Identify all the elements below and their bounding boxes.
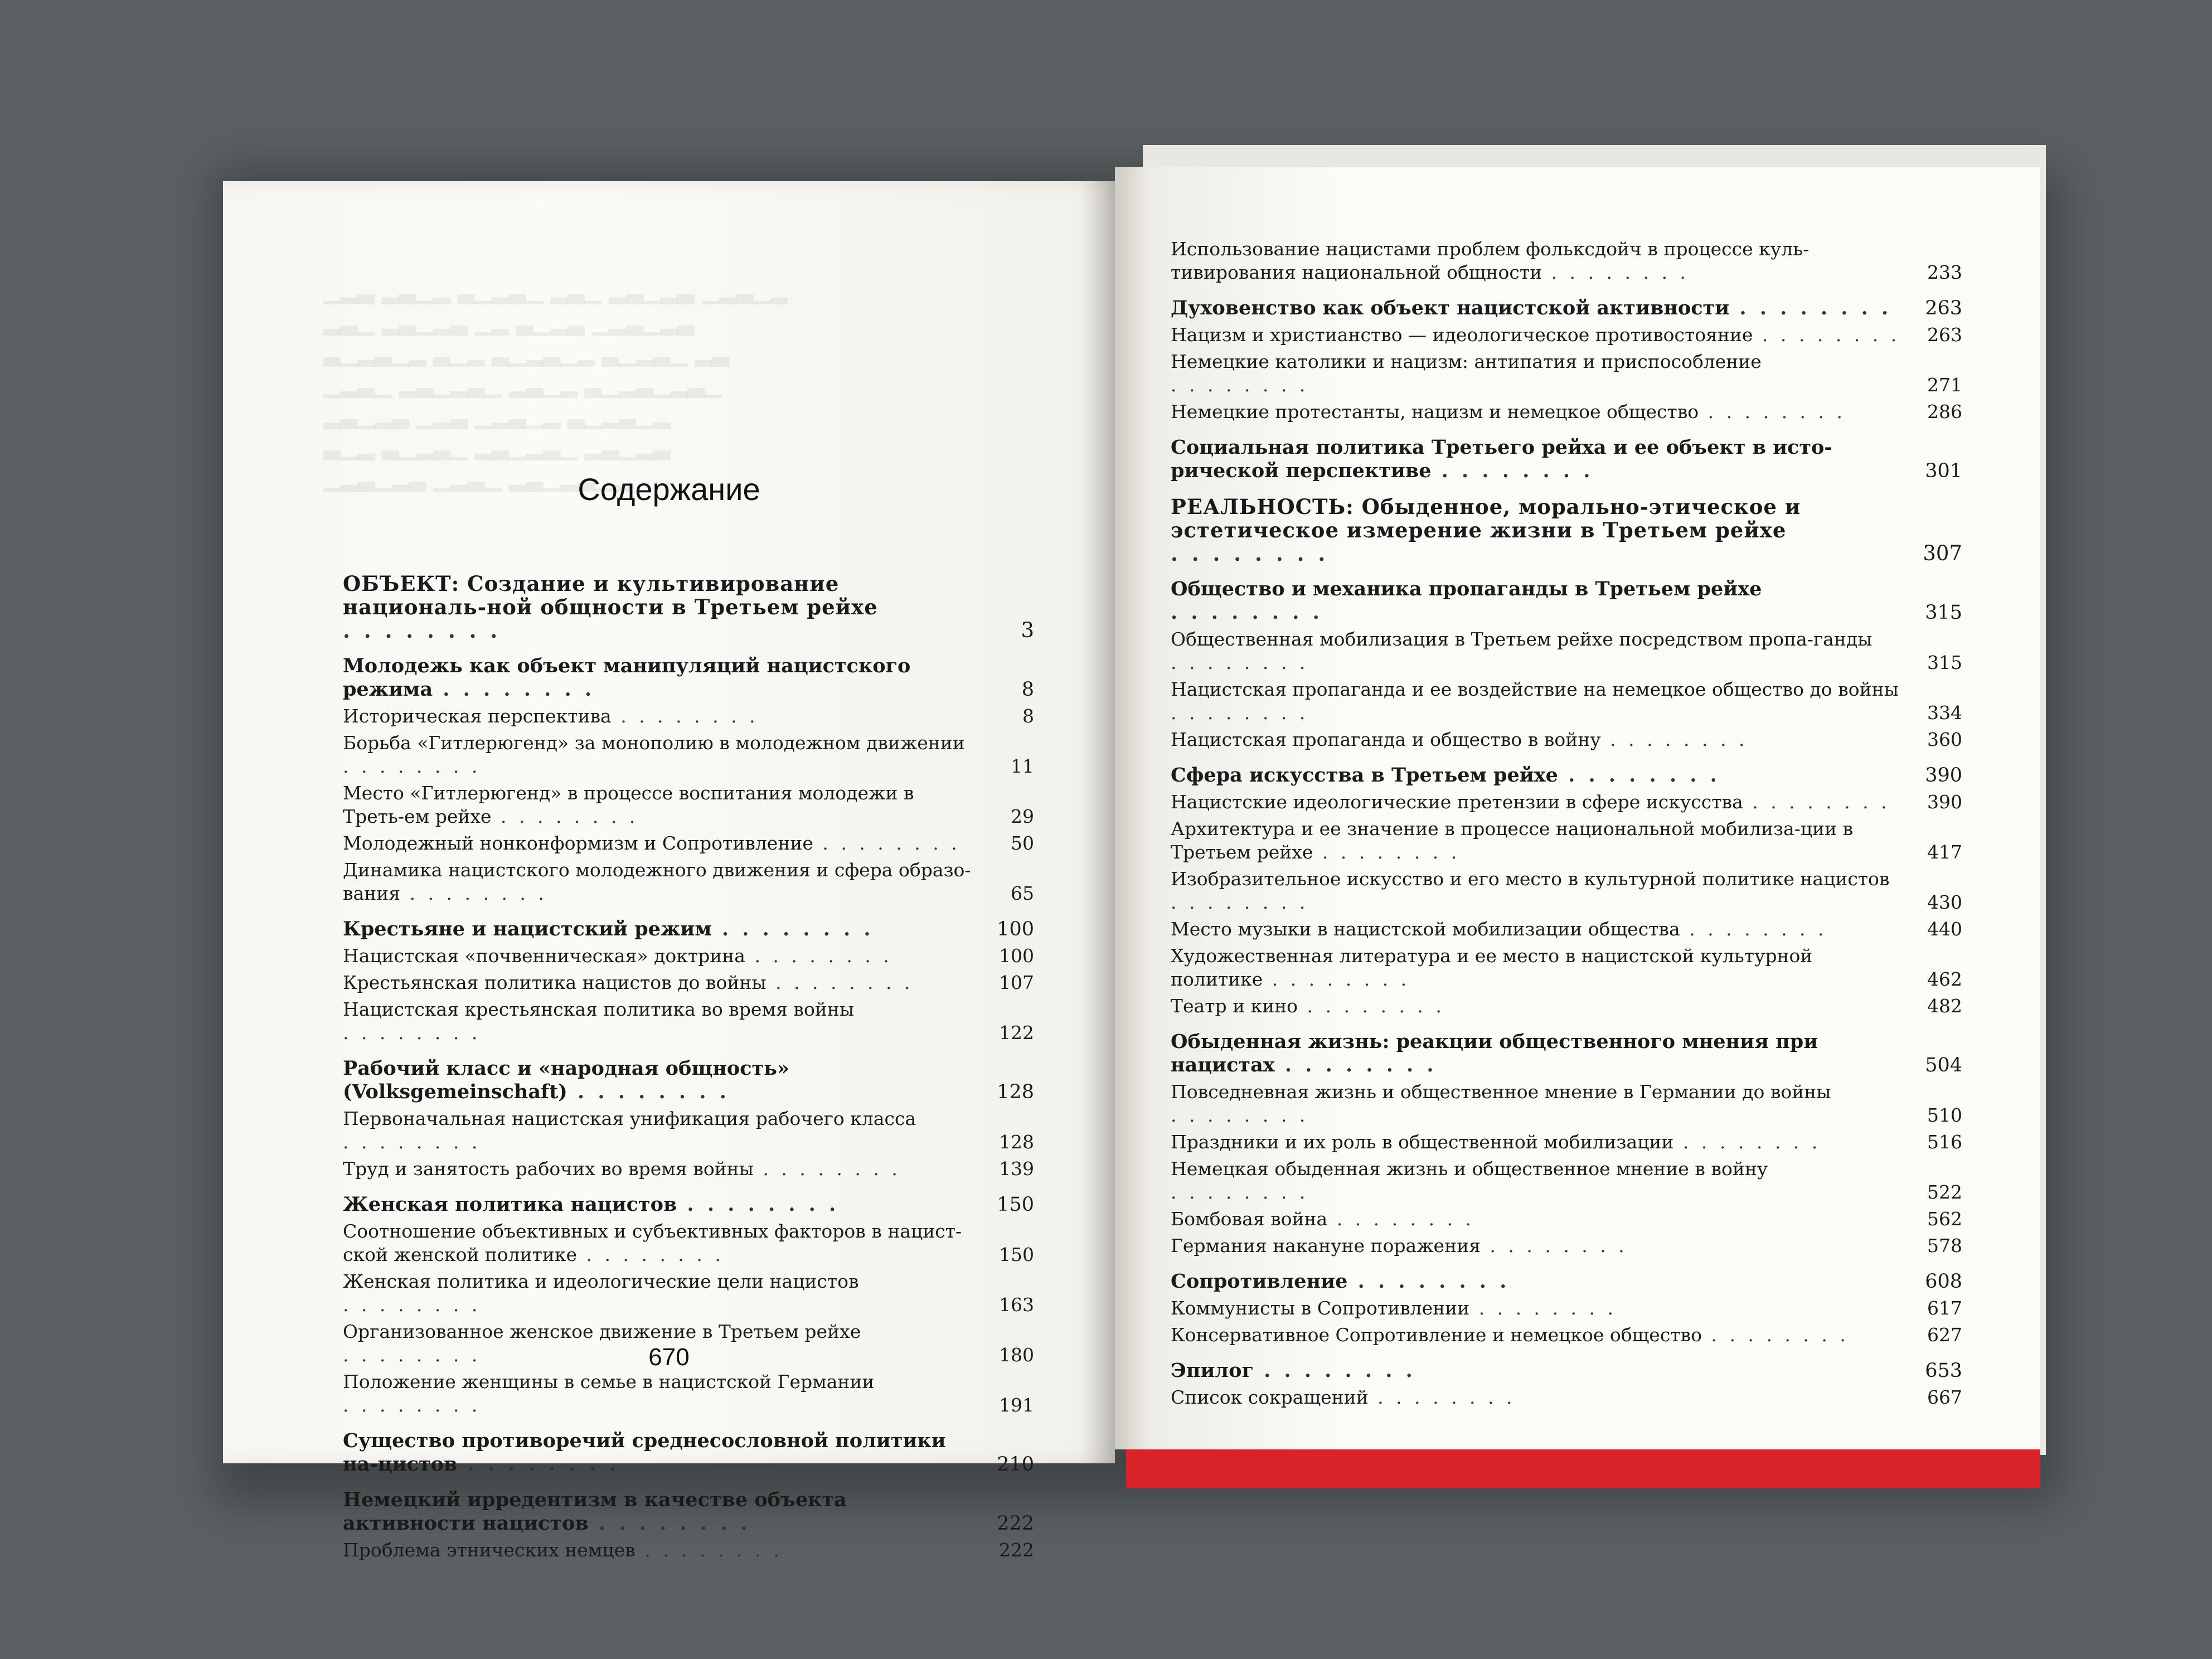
toc-entry-page: 8 (1021, 678, 1034, 701)
toc-entry-page: 653 (1925, 1360, 1962, 1382)
toc-entry-page: 150 (997, 1194, 1034, 1216)
leader-dots: . . . . . . . . (1368, 1386, 1516, 1408)
toc-entry-page: 150 (999, 1244, 1034, 1265)
toc-entry-page: 163 (999, 1294, 1034, 1316)
toc-entry-page: 390 (1927, 791, 1962, 813)
leader-dots: . . . . . . . . (343, 1394, 481, 1416)
toc-entry-page: 128 (999, 1131, 1034, 1153)
toc-entry-title: Праздники и их роль в общественной мобилизации (1171, 1131, 1674, 1153)
leader-dots: . . . . . . . . (766, 972, 914, 993)
left-page (223, 181, 1115, 1561)
toc-entry-title: Молодежный нонконформизм и Сопротивление (343, 832, 813, 854)
toc-entry-title: ОБЪЕКТ: Создание и культивирование националь-ной общности в Третьем рейхе (343, 571, 878, 619)
toc-entry (1171, 678, 1962, 725)
toc-entry (343, 1429, 1034, 1476)
toc-entry (1171, 436, 1962, 483)
toc-entry-page: 430 (1927, 891, 1962, 913)
toc-entry-title: Борьба «Гитлерюгенд» за монополию в молодежном движении (343, 732, 965, 754)
toc-entry (1171, 237, 1962, 284)
toc-entry-title: Существо противоречий среднесословной политики на-цистов (343, 1429, 946, 1476)
toc-entry (1171, 1359, 1962, 1382)
toc-entry-page: 122 (999, 1022, 1034, 1044)
toc-entry (343, 944, 1034, 968)
toc-entry-title: Место «Гитлерюгенд» в процессе воспитания молодежи в Треть-ем рейхе (343, 782, 914, 827)
leader-dots: . . . . . . . . (1729, 297, 1892, 319)
toc-entry-page: 482 (1927, 995, 1962, 1017)
toc-entry-title: Германия накануне поражения (1171, 1235, 1481, 1257)
toc-entry-page: 139 (999, 1158, 1034, 1180)
toc-entry-page: 440 (1927, 918, 1962, 940)
toc-entry-page: 100 (997, 918, 1034, 940)
leader-dots: . . . . . . . . (813, 832, 961, 854)
toc-entry-title: Коммунисты в Сопротивлении (1171, 1297, 1470, 1319)
toc-entry-page: 233 (1927, 261, 1962, 283)
toc-entry-page: 307 (1923, 541, 1962, 565)
toc-entry-title: Сопротивление (1171, 1270, 1348, 1293)
toc-entry (343, 1370, 1034, 1417)
toc-entry-title: Консервативное Сопротивление и немецкое общество (1171, 1324, 1702, 1346)
toc-entry (1171, 1131, 1962, 1154)
toc-entry-title: Архитектура и ее значение в процессе национальной мобилиза-ции в Третьем рейхе (1171, 818, 1854, 863)
toc-entry-title: Нацистская пропаганда и общество в войну (1171, 729, 1601, 750)
toc-entry (343, 1488, 1034, 1535)
leader-dots: . . . . . . . . (1673, 1131, 1821, 1153)
page-number: 670 (648, 1343, 690, 1371)
toc-entry-title: Рабочий класс и «народная общность» (Volksgemeinschaft) (343, 1057, 789, 1103)
toc-entry-page: 562 (1927, 1208, 1962, 1230)
toc-entry-title: Молодежь как объект манипуляций нацистского режима (343, 654, 911, 701)
toc-entry-page: 29 (1011, 806, 1034, 827)
leader-dots: . . . . . . . . (1171, 1181, 1309, 1203)
toc-entry (1171, 297, 1962, 320)
toc-entry-title: Труд и занятость рабочих во время войны (343, 1158, 754, 1180)
leader-dots: . . . . . . . . (1171, 702, 1309, 724)
toc-entry (343, 1107, 1034, 1154)
toc-entry (343, 705, 1034, 728)
toc-entry-page: 222 (997, 1512, 1034, 1535)
toc-entry-title: Организованное женское движение в Третьем рейхе (343, 1321, 861, 1342)
toc-entry (1171, 495, 1962, 565)
toc-entry (1171, 1386, 1962, 1409)
toc-entry-page: 128 (997, 1081, 1034, 1103)
toc-entry (343, 858, 1034, 905)
leader-dots: . . . . . . . . (1327, 1208, 1475, 1230)
leader-dots: . . . . . . . . (753, 1158, 901, 1180)
toc-entry (1171, 918, 1962, 941)
leader-dots: . . . . . . . . (1558, 764, 1720, 787)
toc-entry-title: Первоначальная нацистская унификация рабочего класса (343, 1108, 916, 1129)
toc-entry (1171, 944, 1962, 991)
toc-entry-title: Список сокращений (1171, 1386, 1369, 1408)
toc-entry (1171, 1030, 1962, 1077)
toc-entry-title: Женская политика и идеологические цели нацистов (343, 1270, 859, 1292)
toc-entry-page: 627 (1927, 1324, 1962, 1346)
toc-entry (1171, 1297, 1962, 1320)
leader-dots: . . . . . . . . (343, 1022, 481, 1044)
toc-entry (343, 654, 1034, 701)
leader-dots: . . . . . . . . (1600, 729, 1748, 750)
leader-dots: . . . . . . . . (457, 1453, 620, 1476)
toc-entry-title: Общественная мобилизация в Третьем рейхе посредством пропа-ганды (1171, 628, 1873, 650)
toc-entry-title: Нацистские идеологические претензии в сфере искусства (1171, 791, 1743, 813)
leader-dots: . . . . . . . . (1171, 891, 1309, 913)
toc-entry-page: 578 (1927, 1235, 1962, 1257)
toc-entry-page: 462 (1927, 968, 1962, 990)
leader-dots: . . . . . . . . (343, 618, 501, 643)
toc-entry-page: 11 (1011, 755, 1034, 777)
toc-entry (1171, 817, 1962, 864)
toc-entry-title: Женская политика нацистов (343, 1193, 677, 1216)
toc-entry-page: 8 (1022, 705, 1034, 727)
leader-dots: . . . . . . . . (1480, 1235, 1628, 1257)
leader-dots: . . . . . . . . (567, 1080, 730, 1103)
leader-dots: . . . . . . . . (1263, 968, 1410, 990)
toc-entry-page: 65 (1011, 882, 1034, 904)
leader-dots: . . . . . . . . (711, 918, 874, 940)
toc-entry (1171, 867, 1962, 914)
leader-dots: . . . . . . . . (611, 705, 759, 727)
toc-entry-title: Проблема этнических немцев (343, 1539, 636, 1561)
toc-entry-page: 360 (1927, 729, 1962, 750)
leader-dots: . . . . . . . . (1469, 1297, 1617, 1319)
leader-dots: . . . . . . . . (1171, 541, 1329, 566)
toc-entry (1171, 350, 1962, 397)
toc-entry-page: 100 (999, 945, 1034, 967)
toc-entry-page: 315 (1927, 652, 1962, 673)
toc-entry-page: 271 (1927, 374, 1962, 396)
toc-entry (343, 1057, 1034, 1104)
leader-dots: . . . . . . . . (1274, 1054, 1437, 1076)
toc-entry (343, 731, 1034, 778)
toc-entry (1171, 628, 1962, 675)
leader-dots: . . . . . . . . (1542, 261, 1689, 283)
toc-entry-title: Театр и кино (1171, 995, 1298, 1017)
toc-entry-page: 263 (1925, 297, 1962, 319)
leader-dots: . . . . . . . . (677, 1193, 840, 1216)
toc-entry (1171, 323, 1962, 347)
toc-entry-page: 210 (997, 1453, 1034, 1476)
toc-entry-page: 516 (1927, 1131, 1962, 1153)
toc-entry (343, 832, 1034, 855)
toc-entry (1171, 578, 1962, 624)
leader-dots: . . . . . . . . (400, 882, 547, 904)
toc-entry (343, 1193, 1034, 1216)
toc-entry-title: Немецкие католики и нацизм: антипатия и приспособление (1171, 351, 1762, 372)
toc-entry (1171, 1207, 1962, 1231)
toc-entry (343, 918, 1034, 941)
toc-entry-page: 50 (1011, 832, 1034, 854)
toc-entry (343, 1539, 1034, 1562)
toc-entry-page: 510 (1927, 1104, 1962, 1126)
leader-dots: . . . . . . . . (577, 1244, 724, 1265)
leader-dots: . . . . . . . . (433, 678, 595, 701)
leader-dots: . . . . . . . . (1753, 324, 1900, 346)
toc-entry-page: 504 (1925, 1054, 1962, 1076)
show-through-text: ▁▂▃ ▂▃▁▂ ▃▁▂▃▁ ▂▃▁ ▂▃▁▂▃ ▁▂▃▁▂ ▂▃▁ ▂▃▁▂▃ ▁▂ ▃▁▂▃ ▁▂▃▁▂▃ ▃▁▂▃▁▂ ▃▁▂ ▃▁▂▃▁▂ ▃▁▂▃▁ ▂▃ ▁▂▃▁ ▂▃▁▂▃▁ ▂▃▁▂ ▃▁▂▃▁▂▃▁ ▂▃▁▂▃ ▁▂▃ ▁▂▃▁▂ ▃▁▂▃▁▂ ▃▁▂ ▃▁▂▃▁ ▂▃▁▂▃▁ ▂▃▁▂▃ ▁▂▃▁▂▃ ▁▂▃▁ ▂▃▁▂▃▁▂ (323, 279, 788, 492)
toc-entry-page: 3 (1021, 618, 1034, 642)
toc-entry-page: 315 (1925, 601, 1962, 624)
toc-entry-page: 522 (1927, 1181, 1962, 1203)
toc-entry (1171, 1234, 1962, 1258)
leader-dots: . . . . . . . . (1171, 1104, 1309, 1126)
toc-entry-title: Художественная литература и ее место в нацистской культурной политике (1171, 945, 1813, 990)
leader-dots: . . . . . . . . (343, 1131, 481, 1153)
toc-entry (343, 1220, 1034, 1267)
toc-entry-title: Немецкий ирредентизм в качестве объекта активности нацистов (343, 1488, 847, 1535)
toc-entry-title: Место музыки в нацистской мобилизации общества (1171, 918, 1680, 940)
toc-entry (1171, 1270, 1962, 1293)
toc-entry (1171, 1080, 1962, 1127)
toc-entry-page: 334 (1927, 702, 1962, 724)
leader-dots: . . . . . . . . (491, 806, 639, 827)
leader-dots: . . . . . . . . (1431, 459, 1594, 482)
toc-entry-title: Повседневная жизнь и общественное мнение в Германии до войны (1171, 1081, 1831, 1103)
leader-dots: . . . . . . . . (1699, 401, 1846, 423)
toc-list-right (1171, 234, 1962, 1409)
toc-entry-page: 617 (1927, 1297, 1962, 1319)
toc-entry (1171, 400, 1962, 424)
toc-entry-title: Духовенство как объект нацистской активности (1171, 297, 1730, 319)
toc-entry (1171, 1157, 1962, 1204)
toc-entry-title: Нацизм и христианство — идеологическое противостояние (1171, 324, 1753, 346)
toc-entry-title: Обыденная жизнь: реакции общественного мнения при нацистах (1171, 1030, 1818, 1076)
leader-dots: . . . . . . . . (1313, 841, 1461, 863)
leader-dots: . . . . . . . . (343, 1344, 481, 1366)
leader-dots: . . . . . . . . (1171, 374, 1309, 396)
toc-entry-title: РЕАЛЬНОСТЬ: Обыденное, морально-этическое и эстетическое измерение жизни в Третьем рейхе (1171, 494, 1801, 542)
leader-dots: . . . . . . . . (1743, 791, 1890, 813)
toc-entry-page: 390 (1925, 764, 1962, 787)
toc-entry-page: 301 (1925, 460, 1962, 482)
toc-entry-title: Положение женщины в семье в нацистской Германии (343, 1371, 875, 1393)
leader-dots: . . . . . . . . (635, 1539, 783, 1561)
toc-entry-title: Нацистская крестьянская политика во время войны (343, 998, 855, 1020)
toc-entry (343, 1157, 1034, 1181)
toc-entry (343, 998, 1034, 1045)
right-page (1115, 167, 2040, 1449)
leader-dots: . . . . . . . . (1298, 995, 1445, 1017)
leader-dots: . . . . . . . . (1680, 918, 1827, 940)
toc-entry-title: Нацистская пропаганда и ее воздействие на немецкое общество до войны (1171, 678, 1899, 700)
toc-entry-page: 222 (999, 1539, 1034, 1561)
toc-entry-title: Эпилог (1171, 1359, 1254, 1382)
toc-entry (343, 971, 1034, 995)
toc-entry (1171, 764, 1962, 787)
toc-entry-title: Бомбовая война (1171, 1208, 1328, 1230)
toc-entry-page: 191 (999, 1394, 1034, 1416)
toc-entry (343, 782, 1034, 828)
leader-dots: . . . . . . . . (1702, 1324, 1849, 1346)
leader-dots: . . . . . . . . (1253, 1359, 1416, 1382)
toc-entry-title: Немецкая обыденная жизнь и общественное мнение в войну (1171, 1158, 1768, 1180)
toc-entry-title: Соотношение объективных и субъективных факторов в нацист-ской женской политике (343, 1220, 962, 1265)
toc-entry-title: Немецкие протестанты, нацизм и немецкое общество (1171, 401, 1699, 423)
toc-entry-page: 286 (1927, 401, 1962, 423)
toc-entry (343, 572, 1034, 642)
toc-entry-page: 667 (1927, 1386, 1962, 1408)
toc-entry-page: 608 (1925, 1270, 1962, 1293)
toc-entry-page: 180 (999, 1344, 1034, 1366)
toc-entry (343, 1270, 1034, 1317)
toc-entry (1171, 790, 1962, 814)
toc-entry-page: 417 (1927, 841, 1962, 863)
toc-entry-page: 263 (1927, 324, 1962, 346)
leader-dots: . . . . . . . . (1347, 1270, 1510, 1293)
toc-entry-title: Социальная политика Третьего рейха и ее объект в исто-рической перспективе (1171, 436, 1832, 482)
toc-entry (1171, 995, 1962, 1018)
toc-entry-title: Историческая перспектива (343, 705, 612, 727)
leader-dots: . . . . . . . . (745, 945, 892, 967)
toc-list-left (343, 569, 1034, 1562)
leader-dots: . . . . . . . . (588, 1512, 751, 1535)
leader-dots: . . . . . . . . (343, 755, 481, 777)
toc-entry-title: Сфера искусства в Третьем рейхе (1171, 764, 1558, 787)
toc-entry-title: Нацистская «почвенническая» доктрина (343, 945, 745, 967)
toc-entry (1171, 728, 1962, 751)
toc-entry-title: Изобразительное искусство и его место в культурной политике нацистов (1171, 868, 1890, 890)
page-title: Содержание (578, 472, 760, 507)
toc-entry (1171, 1323, 1962, 1347)
toc-entry-title: Общество и механика пропаганды в Третьем рейхе (1171, 578, 1762, 600)
leader-dots: . . . . . . . . (343, 1294, 481, 1316)
leader-dots: . . . . . . . . (1171, 601, 1323, 624)
toc-entry-title: Динамика нацистского молодежного движения и сфера образо-вания (343, 859, 971, 904)
toc-entry-title: Использование нацистами проблем фольксдойч в процессе куль-тивирования национальной общности (1171, 238, 1810, 283)
toc-entry-page: 107 (999, 972, 1034, 993)
toc-entry-title: Крестьянская политика нацистов до войны (343, 972, 767, 993)
toc-entry-title: Крестьяне и нацистский режим (343, 918, 712, 940)
leader-dots: . . . . . . . . (1171, 652, 1309, 673)
